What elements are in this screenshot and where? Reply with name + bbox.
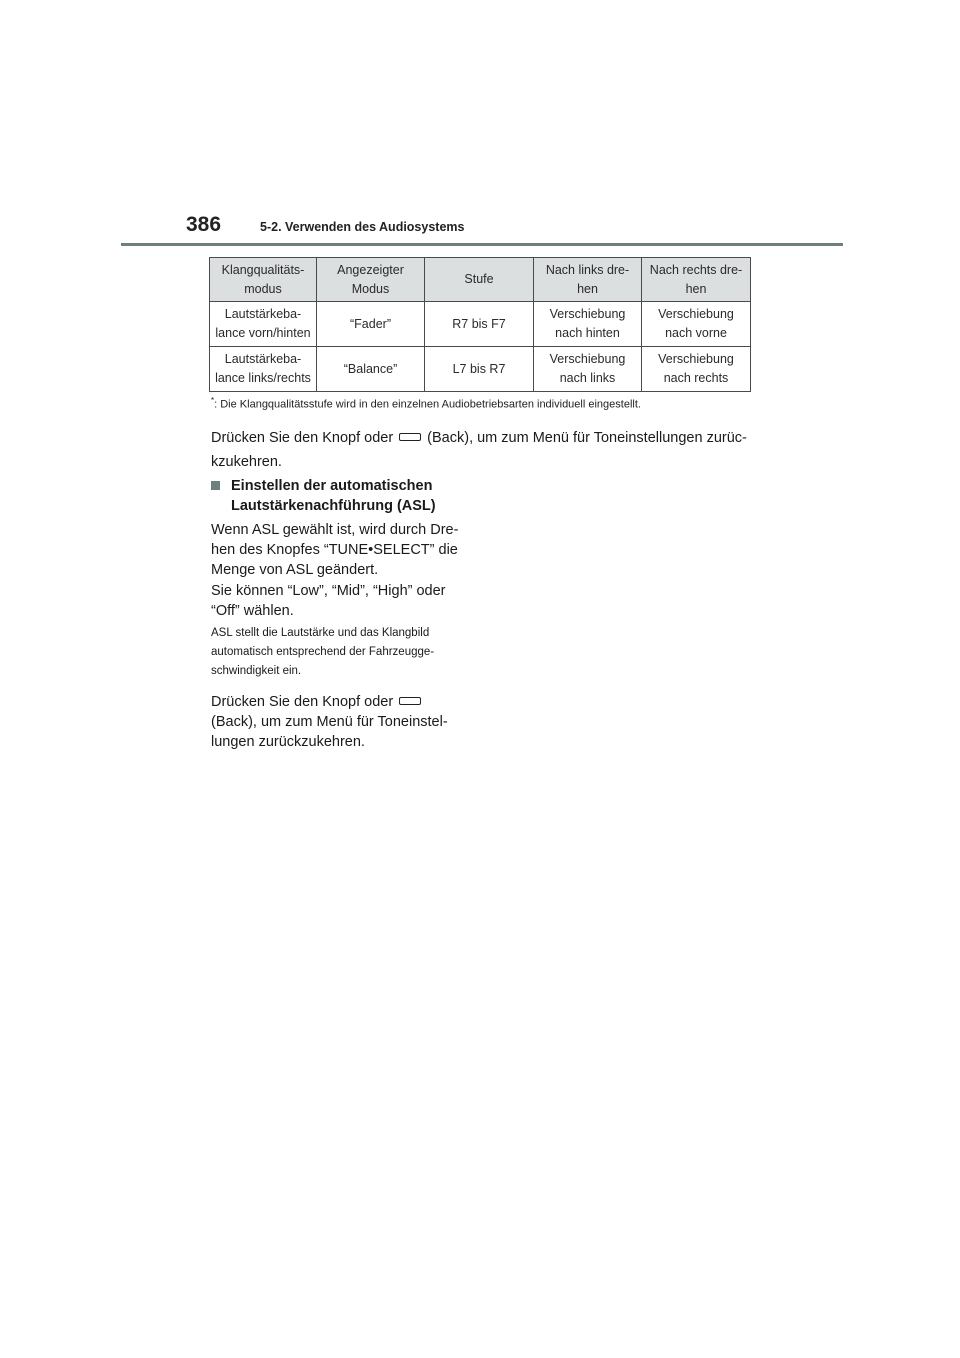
header-cell-sound-mode: Klangqualitäts- modus (210, 258, 317, 302)
back-button-icon (399, 697, 421, 705)
table-row (210, 347, 751, 392)
header-cell-displayed-mode: Angezeigter Modus (317, 258, 425, 302)
page-number: 386 (186, 213, 222, 236)
sound-settings-table (209, 257, 751, 392)
table-cell: Verschiebung nach hinten (534, 302, 642, 347)
table-cell: Lautstärkeba- lance vorn/hinten (210, 302, 317, 347)
table-cell: Verschiebung nach links (534, 347, 642, 392)
table-cell: Verschiebung nach rechts (642, 347, 751, 392)
asl-back-paragraph: Drücken Sie den Knopf oder (Back), um zum Menü für Toneinstel- lungen zurückzukehren. (211, 694, 448, 750)
table-cell: Verschiebung nach vorne (642, 302, 751, 347)
square-bullet-icon (211, 481, 220, 490)
table-footnote: *: Die Klangqualitätsstufe wird in den einzelnen Audiobetriebsarten individuell eingestellt. (211, 396, 641, 411)
asl-note: ASL stellt die Lautstärke und das Klangbild automatisch entsprechend der Fahrzeugge- schwindigkeit ein. (211, 627, 435, 677)
header-cell-turn-right: Nach rechts dre- hen (642, 258, 751, 302)
asl-subheading: Einstellen der automatischen Lautstärkenachführung (ASL) (211, 476, 511, 516)
asl-description-paragraph: Wenn ASL gewählt ist, wird durch Dre- hen des Knopfes “TUNE•SELECT” die Menge von ASL geändert. (211, 522, 459, 578)
back-button-icon (399, 433, 421, 441)
asl-options-paragraph: Sie können “Low”, “Mid”, “High” oder “Off” wählen. (211, 583, 446, 619)
table-cell: L7 bis R7 (425, 347, 534, 392)
header-rule (121, 243, 843, 246)
table-row (210, 302, 751, 347)
table-cell: “Fader” (317, 302, 425, 347)
section-title: 5-2. Verwenden des Audiosystems (260, 220, 465, 234)
footnote-marker: * (211, 396, 215, 405)
table-cell: R7 bis F7 (425, 302, 534, 347)
table-header-row (210, 258, 751, 302)
back-instruction-paragraph: Drücken Sie den Knopf oder (Back), um zum Menü für Toneinstellungen zurüc- kzukehren. (211, 430, 747, 470)
header-cell-turn-left: Nach links dre- hen (534, 258, 642, 302)
table-cell: Lautstärkeba- lance links/rechts (210, 347, 317, 392)
table-cell: “Balance” (317, 347, 425, 392)
header-cell-level: Stufe (425, 258, 534, 302)
